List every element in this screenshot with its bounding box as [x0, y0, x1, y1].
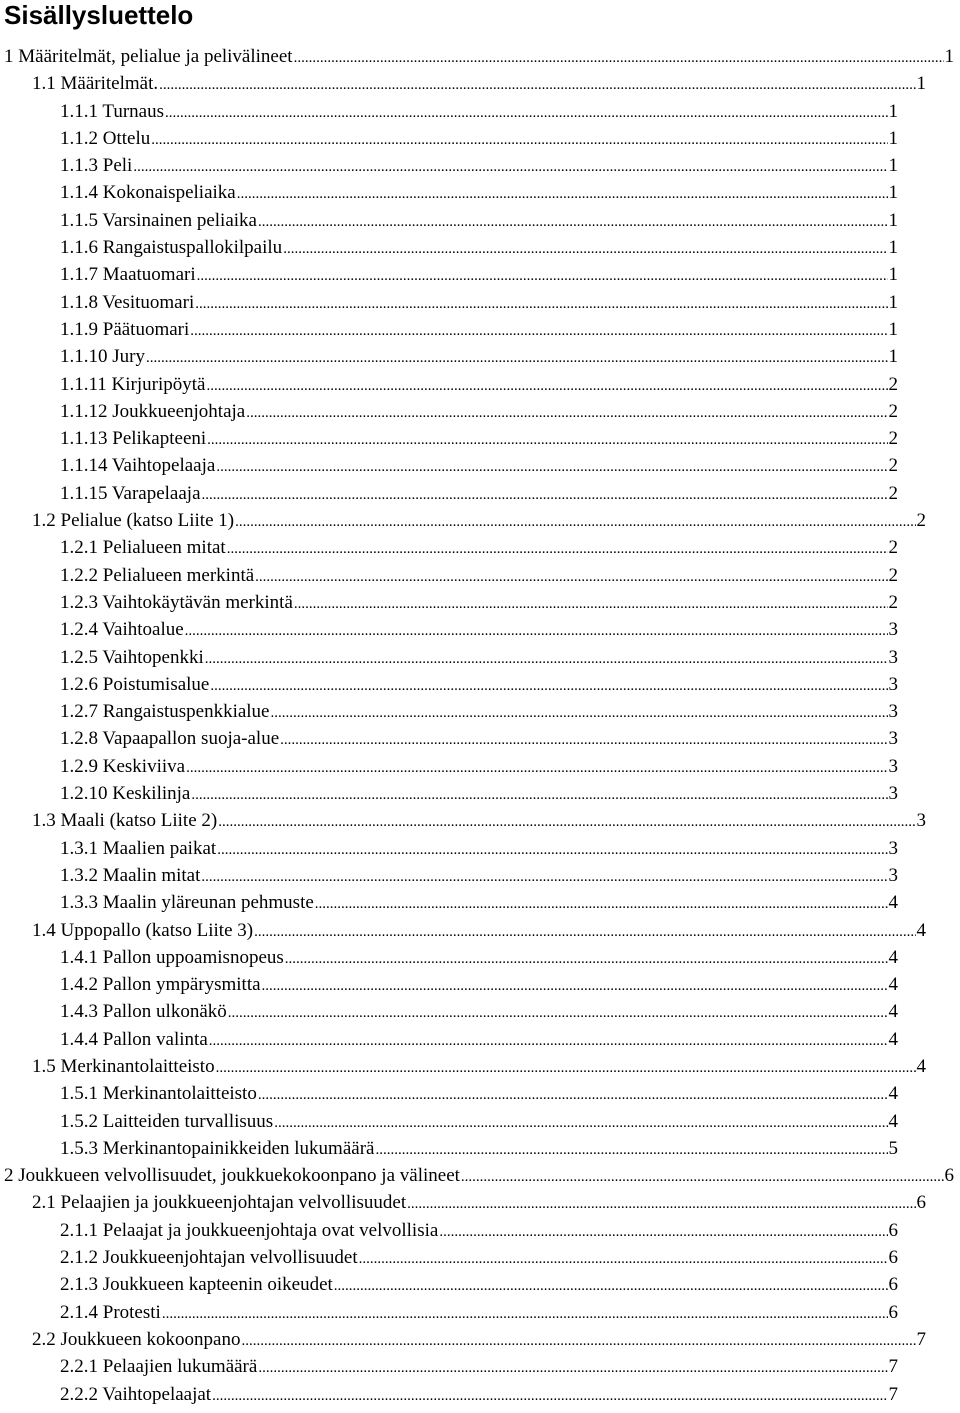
- toc-entry[interactable]: [0, 98, 960, 125]
- toc-entry-line: [60, 371, 900, 400]
- toc-entry[interactable]: [0, 534, 960, 561]
- toc-page-number: 4: [888, 892, 898, 914]
- toc-entry-title: 1.4.3 Pallon ulkonäkö: [60, 1001, 227, 1023]
- toc-page-number: 6: [888, 1274, 898, 1296]
- toc-dot-leader: [258, 209, 888, 236]
- toc-entry-line: [32, 1189, 928, 1218]
- toc-entry[interactable]: [0, 1108, 960, 1135]
- toc-entry-title: 1.5.1 Merkinantolaitteisto: [60, 1083, 257, 1105]
- toc-dot-leader: [461, 1164, 944, 1191]
- toc-entry-title: 1.4.1 Pallon uppoamisnopeus: [60, 946, 284, 968]
- toc-entry-line: [4, 43, 956, 72]
- toc-entry[interactable]: [0, 889, 960, 916]
- toc-entry[interactable]: [0, 480, 960, 507]
- toc-dot-leader: [258, 1082, 888, 1109]
- toc-page-number: 1: [888, 291, 898, 313]
- toc-entry-line: [60, 780, 900, 809]
- toc-page-number: 1: [888, 346, 898, 368]
- toc-entry[interactable]: [0, 1217, 960, 1244]
- toc-entry[interactable]: [0, 807, 960, 834]
- toc-dot-leader: [216, 454, 887, 481]
- toc-page-number: 6: [888, 1301, 898, 1323]
- toc-page-number: 2: [888, 564, 898, 586]
- toc-entry-line: [60, 316, 900, 345]
- toc-entry-line: [60, 152, 900, 181]
- toc-entry-title: 1.1.3 Peli: [60, 155, 133, 177]
- toc-page-number: 4: [888, 1028, 898, 1050]
- toc-dot-leader: [280, 727, 887, 754]
- toc-dot-leader: [205, 646, 888, 673]
- toc-dot-leader: [274, 1110, 887, 1137]
- toc-entry-title: 1.2.9 Keskiviiva: [60, 755, 186, 777]
- toc-entry[interactable]: [0, 1326, 960, 1353]
- toc-entry[interactable]: [0, 261, 960, 288]
- toc-page-number: 3: [888, 837, 898, 859]
- toc-entry-line: [60, 1299, 900, 1328]
- toc-dot-leader: [228, 1000, 888, 1027]
- toc-dot-leader: [186, 755, 887, 782]
- toc-page-number: 7: [888, 1356, 898, 1378]
- toc-page-number: 3: [888, 728, 898, 750]
- toc-entry[interactable]: [0, 644, 960, 671]
- toc-entry-line: [4, 1162, 956, 1191]
- toc-page-number: 3: [888, 646, 898, 668]
- toc-page-number: 2: [888, 591, 898, 613]
- toc-entry-line: [32, 807, 928, 836]
- toc-dot-leader: [151, 127, 887, 154]
- toc-dot-leader: [285, 946, 888, 973]
- toc-page-number: 4: [888, 1001, 898, 1023]
- toc-dot-leader: [201, 864, 887, 891]
- toc-dot-leader: [237, 181, 888, 208]
- toc-dot-leader: [190, 318, 887, 345]
- toc-entry[interactable]: [0, 1189, 960, 1216]
- toc-entry[interactable]: [0, 152, 960, 179]
- toc-dot-leader: [235, 509, 915, 536]
- toc-entry-title: 1.2.3 Vaihtokäytävän merkintä: [60, 591, 293, 613]
- toc-dot-leader: [439, 1219, 887, 1246]
- toc-entry-line: [60, 343, 900, 372]
- toc-entry-title: 1.1.10 Jury: [60, 346, 145, 368]
- toc-page-number: 1: [888, 209, 898, 231]
- toc-entry-line: [60, 998, 900, 1027]
- toc-entry-title: 1.2.6 Poistumisalue: [60, 673, 210, 695]
- toc-entry[interactable]: [0, 398, 960, 425]
- toc-entry-line: [60, 1381, 900, 1410]
- toc-entry-title: 1.2.7 Rangaistuspenkkialue: [60, 701, 270, 723]
- toc-entry-line: [60, 425, 900, 454]
- toc-entry-line: [60, 698, 900, 727]
- toc-entry-title: 1.3.1 Maalien paikat: [60, 837, 217, 859]
- toc-page-number: 3: [888, 673, 898, 695]
- toc-entry-line: [60, 1135, 900, 1164]
- toc-entry-title: 1.1.4 Kokonaispeliaika: [60, 182, 236, 204]
- toc-entry-line: [60, 289, 900, 318]
- toc-entry[interactable]: [0, 862, 960, 889]
- toc-page-number: 2: [916, 510, 926, 532]
- toc-entry[interactable]: [0, 971, 960, 998]
- toc-entry-line: [60, 234, 900, 263]
- toc-page-number: 7: [916, 1328, 926, 1350]
- toc-entry[interactable]: [0, 698, 960, 725]
- toc-entry-line: [60, 1244, 900, 1273]
- toc-page-number: 6: [888, 1219, 898, 1241]
- toc-entry-line: [60, 1217, 900, 1246]
- toc-entry-line: [60, 835, 900, 864]
- toc-entry[interactable]: [0, 1381, 960, 1408]
- toc-entry-line: [32, 917, 928, 946]
- toc-entry-title: 1.1.5 Varsinainen peliaika: [60, 209, 257, 231]
- toc-dot-leader: [334, 1273, 888, 1300]
- toc-page-number: 3: [888, 619, 898, 641]
- toc-entry-title: 1.1.8 Vesituomari: [60, 291, 195, 313]
- toc-entry-line: [32, 1053, 928, 1082]
- toc-entry[interactable]: [0, 43, 960, 70]
- toc-entry[interactable]: [0, 944, 960, 971]
- toc-entry-title: 1.1.9 Päätuomari: [60, 318, 190, 340]
- toc-page-number: 4: [888, 974, 898, 996]
- toc-entry-line: [60, 971, 900, 1000]
- toc-entry[interactable]: [0, 1353, 960, 1380]
- toc-entry-line: [60, 944, 900, 973]
- toc-entry-title: 1.3.2 Maalin mitat: [60, 864, 201, 886]
- toc-page-number: 4: [888, 1110, 898, 1132]
- toc-title: Sisällysluettelo: [4, 0, 194, 30]
- toc-dot-leader: [271, 700, 888, 727]
- toc-entry[interactable]: [0, 835, 960, 862]
- toc-entry-title: 1.3.3 Maalin yläreunan pehmuste: [60, 892, 314, 914]
- toc-entry-line: [60, 589, 900, 618]
- toc-entry[interactable]: [0, 1244, 960, 1271]
- toc-page-number: 6: [944, 1165, 954, 1187]
- toc-entry-title: 2.1.1 Pelaajat ja joukkueenjohtaja ovat velvollisia: [60, 1219, 439, 1241]
- toc-entry-title: 2.2.2 Vaihtopelaajat: [60, 1383, 212, 1405]
- toc-dot-leader: [258, 1355, 887, 1382]
- toc-dot-leader: [294, 591, 888, 618]
- toc-entry[interactable]: [0, 562, 960, 589]
- toc-dot-leader: [191, 782, 887, 809]
- toc-dot-leader: [162, 1301, 888, 1328]
- toc-dot-leader: [283, 236, 887, 263]
- toc-dot-leader: [315, 891, 888, 918]
- toc-entry[interactable]: [0, 234, 960, 261]
- toc-entry-line: [60, 1271, 900, 1300]
- toc-dot-leader: [255, 564, 887, 591]
- toc-page-number: 2: [888, 482, 898, 504]
- toc-dot-leader: [195, 291, 887, 318]
- toc-entry-line: [60, 398, 900, 427]
- toc-page-number: 2: [888, 400, 898, 422]
- toc-entry[interactable]: [0, 507, 960, 534]
- toc-entry[interactable]: [0, 179, 960, 206]
- toc-entry[interactable]: [0, 671, 960, 698]
- toc-page-number: 2: [888, 537, 898, 559]
- toc-entry[interactable]: [0, 343, 960, 370]
- toc-entry-title: 1.2.2 Pelialueen merkintä: [60, 564, 255, 586]
- toc-page-number: 7: [888, 1383, 898, 1405]
- toc-entry-line: [60, 98, 900, 127]
- toc-dot-leader: [262, 973, 888, 1000]
- toc-entry-line: [60, 671, 900, 700]
- toc-entry[interactable]: [0, 917, 960, 944]
- toc-dot-leader: [197, 263, 888, 290]
- toc-entry-title: 1.2.5 Vaihtopenkki: [60, 646, 204, 668]
- toc-page-number: 1: [888, 318, 898, 340]
- toc-dot-leader: [202, 482, 888, 509]
- toc-dot-leader: [146, 345, 888, 372]
- toc-entry-title: 1.2.1 Pelialueen mitat: [60, 537, 226, 559]
- toc-entry[interactable]: [0, 725, 960, 752]
- toc-entry-title: 1.1.12 Joukkueenjohtaja: [60, 400, 246, 422]
- toc-page-number: 2: [888, 455, 898, 477]
- toc-entry-line: [60, 534, 900, 563]
- toc-dot-leader: [359, 1246, 888, 1273]
- toc-dot-leader: [159, 72, 915, 99]
- toc-page-number: 6: [888, 1247, 898, 1269]
- toc-page-number: 3: [888, 864, 898, 886]
- toc-dot-leader: [206, 373, 887, 400]
- toc-entry[interactable]: [0, 1135, 960, 1162]
- toc-dot-leader: [246, 400, 887, 427]
- toc-page-number: 2: [888, 428, 898, 450]
- toc-page-number: 1: [888, 155, 898, 177]
- toc-page-number: 1: [888, 264, 898, 286]
- toc-entry-title: 1.2 Pelialue (katso Liite 1): [32, 510, 235, 532]
- toc-dot-leader: [407, 1191, 915, 1218]
- toc-page-number: 4: [916, 1055, 926, 1077]
- toc-entry-title: 2.1 Pelaajien ja joukkueenjohtajan velvollisuudet: [32, 1192, 407, 1214]
- toc-entry-title: 1.5.3 Merkinantopainikkeiden lukumäärä: [60, 1137, 375, 1159]
- toc-entry[interactable]: [0, 70, 960, 97]
- toc-dot-leader: [227, 536, 888, 563]
- toc-entry-line: [60, 125, 900, 154]
- toc-entry[interactable]: [0, 371, 960, 398]
- toc-entry-line: [60, 644, 900, 673]
- toc-entry-title: 2.2 Joukkueen kokoonpano: [32, 1328, 241, 1350]
- toc-entry-line: [60, 725, 900, 754]
- toc-entry-title: 1.1 Määritelmät.: [32, 73, 159, 95]
- toc-entry-line: [60, 889, 900, 918]
- toc-entry-line: [60, 1026, 900, 1055]
- toc-entry-title: 2.2.1 Pelaajien lukumäärä: [60, 1356, 258, 1378]
- toc-entry[interactable]: [0, 452, 960, 479]
- toc-page-number: 1: [888, 127, 898, 149]
- toc-entry-title: 1.1.2 Ottelu: [60, 127, 151, 149]
- toc-page-number: 3: [888, 701, 898, 723]
- toc-dot-leader: [254, 919, 915, 946]
- toc-entry-line: [60, 452, 900, 481]
- toc-entry-line: [60, 179, 900, 208]
- toc-entry-title: 1.1.7 Maatuomari: [60, 264, 196, 286]
- toc-entry[interactable]: [0, 1053, 960, 1080]
- toc-entry-title: 1.4.2 Pallon ympärysmitta: [60, 974, 261, 996]
- toc-dot-leader: [210, 673, 887, 700]
- toc-entry-title: 1.2.4 Vaihtoalue: [60, 619, 184, 641]
- toc-dot-leader: [212, 1383, 887, 1410]
- toc-entry[interactable]: [0, 780, 960, 807]
- toc-page-number: 1: [888, 237, 898, 259]
- toc-entry[interactable]: [0, 589, 960, 616]
- toc-entry-title: 1.3 Maali (katso Liite 2): [32, 810, 218, 832]
- toc-dot-leader: [165, 100, 888, 127]
- toc-entry-line: [60, 862, 900, 891]
- toc-entry[interactable]: [0, 125, 960, 152]
- toc-entry-title: 1.1.6 Rangaistuspallokilpailu: [60, 237, 283, 259]
- toc-entry-line: [60, 1353, 900, 1382]
- toc-dot-leader: [294, 45, 944, 72]
- toc-entry-line: [32, 507, 928, 536]
- toc-dot-leader: [218, 809, 915, 836]
- toc-entry-line: [32, 70, 928, 99]
- toc-entry[interactable]: [0, 425, 960, 452]
- toc-dot-leader: [216, 1055, 916, 1082]
- toc-dot-leader: [209, 1028, 888, 1055]
- toc-entry-line: [60, 207, 900, 236]
- toc-entry[interactable]: [0, 1299, 960, 1326]
- toc-entry-title: 1 Määritelmät, pelialue ja pelivälineet: [4, 46, 293, 67]
- toc-page-number: 5: [888, 1137, 898, 1159]
- toc-entry[interactable]: [0, 998, 960, 1025]
- toc-entry[interactable]: [0, 1080, 960, 1107]
- toc-dot-leader: [133, 154, 887, 181]
- toc-page-number: 4: [916, 919, 926, 941]
- toc-entry-title: 2.1.3 Joukkueen kapteenin oikeudet: [60, 1274, 333, 1296]
- toc-entry-title: 1.1.1 Turnaus: [60, 100, 164, 122]
- toc-entry-line: [60, 562, 900, 591]
- toc-entry-title: 1.2.10 Keskilinja: [60, 783, 191, 805]
- toc-entry-title: 1.4.4 Pallon valinta: [60, 1028, 208, 1050]
- toc-entry-title: 1.5.2 Laitteiden turvallisuus: [60, 1110, 274, 1132]
- toc-page-number: 3: [916, 810, 926, 832]
- toc-entry-title: 1.4 Uppopallo (katso Liite 3): [32, 919, 254, 941]
- toc-entry-title: 1.2.8 Vapaapallon suoja-alue: [60, 728, 280, 750]
- toc-page-number: 2: [888, 373, 898, 395]
- toc-page-number: 1: [888, 182, 898, 204]
- toc-entry-title: 1.1.13 Pelikapteeni: [60, 428, 207, 450]
- toc-entry-line: [60, 1080, 900, 1109]
- toc-entry-title: 2.1.4 Protesti: [60, 1301, 161, 1323]
- toc-dot-leader: [207, 427, 887, 454]
- toc-entry-title: 2.1.2 Joukkueenjohtajan velvollisuudet: [60, 1247, 358, 1269]
- toc-page-number: 6: [916, 1192, 926, 1214]
- toc-entry[interactable]: [0, 289, 960, 316]
- toc-entry-line: [60, 753, 900, 782]
- toc-dot-leader: [375, 1137, 887, 1164]
- toc-entry[interactable]: [0, 1026, 960, 1053]
- toc-entry-title: 1.1.11 Kirjuripöytä: [60, 373, 206, 395]
- toc-entry[interactable]: [0, 207, 960, 234]
- toc-page-number: 3: [888, 783, 898, 805]
- toc-entry-line: [60, 261, 900, 290]
- toc-page-number: 1: [916, 73, 926, 95]
- toc-page-number: 1: [888, 100, 898, 122]
- toc-dot-leader: [217, 837, 887, 864]
- toc-entry[interactable]: [0, 1271, 960, 1298]
- toc-entry-title: 1.1.14 Vaihtopelaaja: [60, 455, 216, 477]
- toc-page-number: 3: [888, 755, 898, 777]
- toc-page-number: 4: [888, 946, 898, 968]
- toc-entry-title: 1.1.15 Varapelaaja: [60, 482, 201, 504]
- toc-list: [0, 43, 960, 1408]
- toc-dot-leader: [241, 1328, 915, 1355]
- toc-entry[interactable]: [0, 1162, 960, 1189]
- toc-entry-title: 2 Joukkueen velvollisuudet, joukkuekokoonpano ja välineet: [4, 1165, 460, 1187]
- toc-entry-line: [32, 1326, 928, 1355]
- toc-entry-line: [60, 480, 900, 509]
- toc-entry[interactable]: [0, 316, 960, 343]
- toc-entry-line: [60, 1108, 900, 1137]
- toc-entry[interactable]: [0, 616, 960, 643]
- toc-page-number: 1: [944, 46, 954, 67]
- toc-entry[interactable]: [0, 753, 960, 780]
- toc-dot-leader: [185, 618, 888, 645]
- toc-page-number: 4: [888, 1083, 898, 1105]
- toc-entry-line: [60, 616, 900, 645]
- toc-entry-title: 1.5 Merkinantolaitteisto: [32, 1055, 215, 1077]
